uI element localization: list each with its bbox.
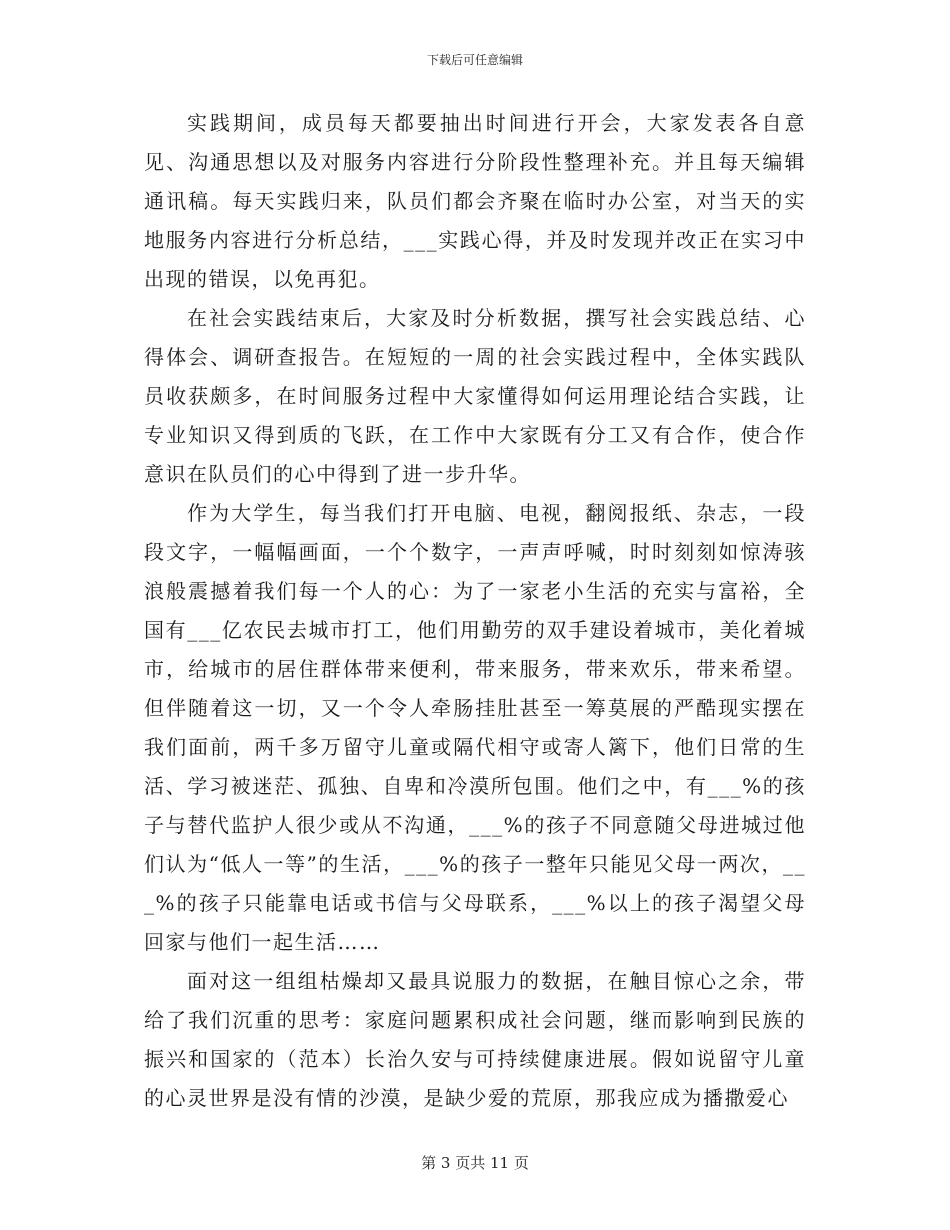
page-header-note: 下载后可任意编辑 — [426, 53, 523, 67]
paragraph-as-students: 作为大学生，每当我们打开电脑、电视，翻阅报纸、杂志，一段段文字，一幅幅画面，一个个数字，一声声呼喊，时时刻刻如惊涛骇浪般震撼着我们每一个人的心：为了一家老小生活的充实与富裕，全国有___亿农民去城市打工，他们用勤劳的双手建设着城市，美化着城市，给城市的居住群体带来便利，带来服务，带来欢乐，带来希望。但伴随着这一切，又一个令人牵肠挂肚甚至一筹莫展的严酷现实摆在我们面前，两千多万留守儿童或隔代相守或寄人篱下，他们日常的生活、学习被迷茫、孤独、自卑和冷漠所包围。他们之中，有___%的孩子与替代监护人很少或从不沟通，___%的孩子不同意随父母进城过他们认为“低人一等”的生活，___%的孩子一整年只能见父母一两次，___%的孩子只能靠电话或书信与父母联系，___%以上的孩子渴望父母回家与他们一起生活…… — [144, 501, 806, 954]
paragraph-after-practice: 在社会实践结束后，大家及时分析数据，撰写社会实践总结、心得体会、调研查报告。在短短的一周的社会实践过程中，全体实践队员收获颇多，在时间服务过程中大家懂得如何运用理论结合实践，让专业知识又得到质的飞跃，在工作中大家既有分工又有合作，使合作意识在队员们的心中得到了进一步升华。 — [144, 306, 806, 486]
document-body — [144, 104, 806, 1118]
paragraph-practice-period: 实践期间，成员每天都要抽出时间进行开会，大家发表各自意见、沟通思想以及对服务内容进行分阶段性整理补充。并且每天编辑通讯稿。每天实践归来，队员们都会齐聚在临时办公室，对当天的实地服务内容进行分析总结，___实践心得，并及时发现并改正在实习中出现的错误，以免再犯。 — [144, 111, 806, 291]
paragraph-facing-data: 面对这一组组枯燥却又最具说服力的数据，在触目惊心之余，带给了我们沉重的思考：家庭问题累积成社会问题，继而影响到民族的振兴和国家的（范本）长治久安与可持续健康进展。假如说留守儿童的心灵世界是没有情的沙漠，是缺少爱的荒原，那我应成为播撒爱心 — [144, 969, 806, 1110]
page-number: 第 3 页共 11 页 — [421, 1154, 529, 1172]
